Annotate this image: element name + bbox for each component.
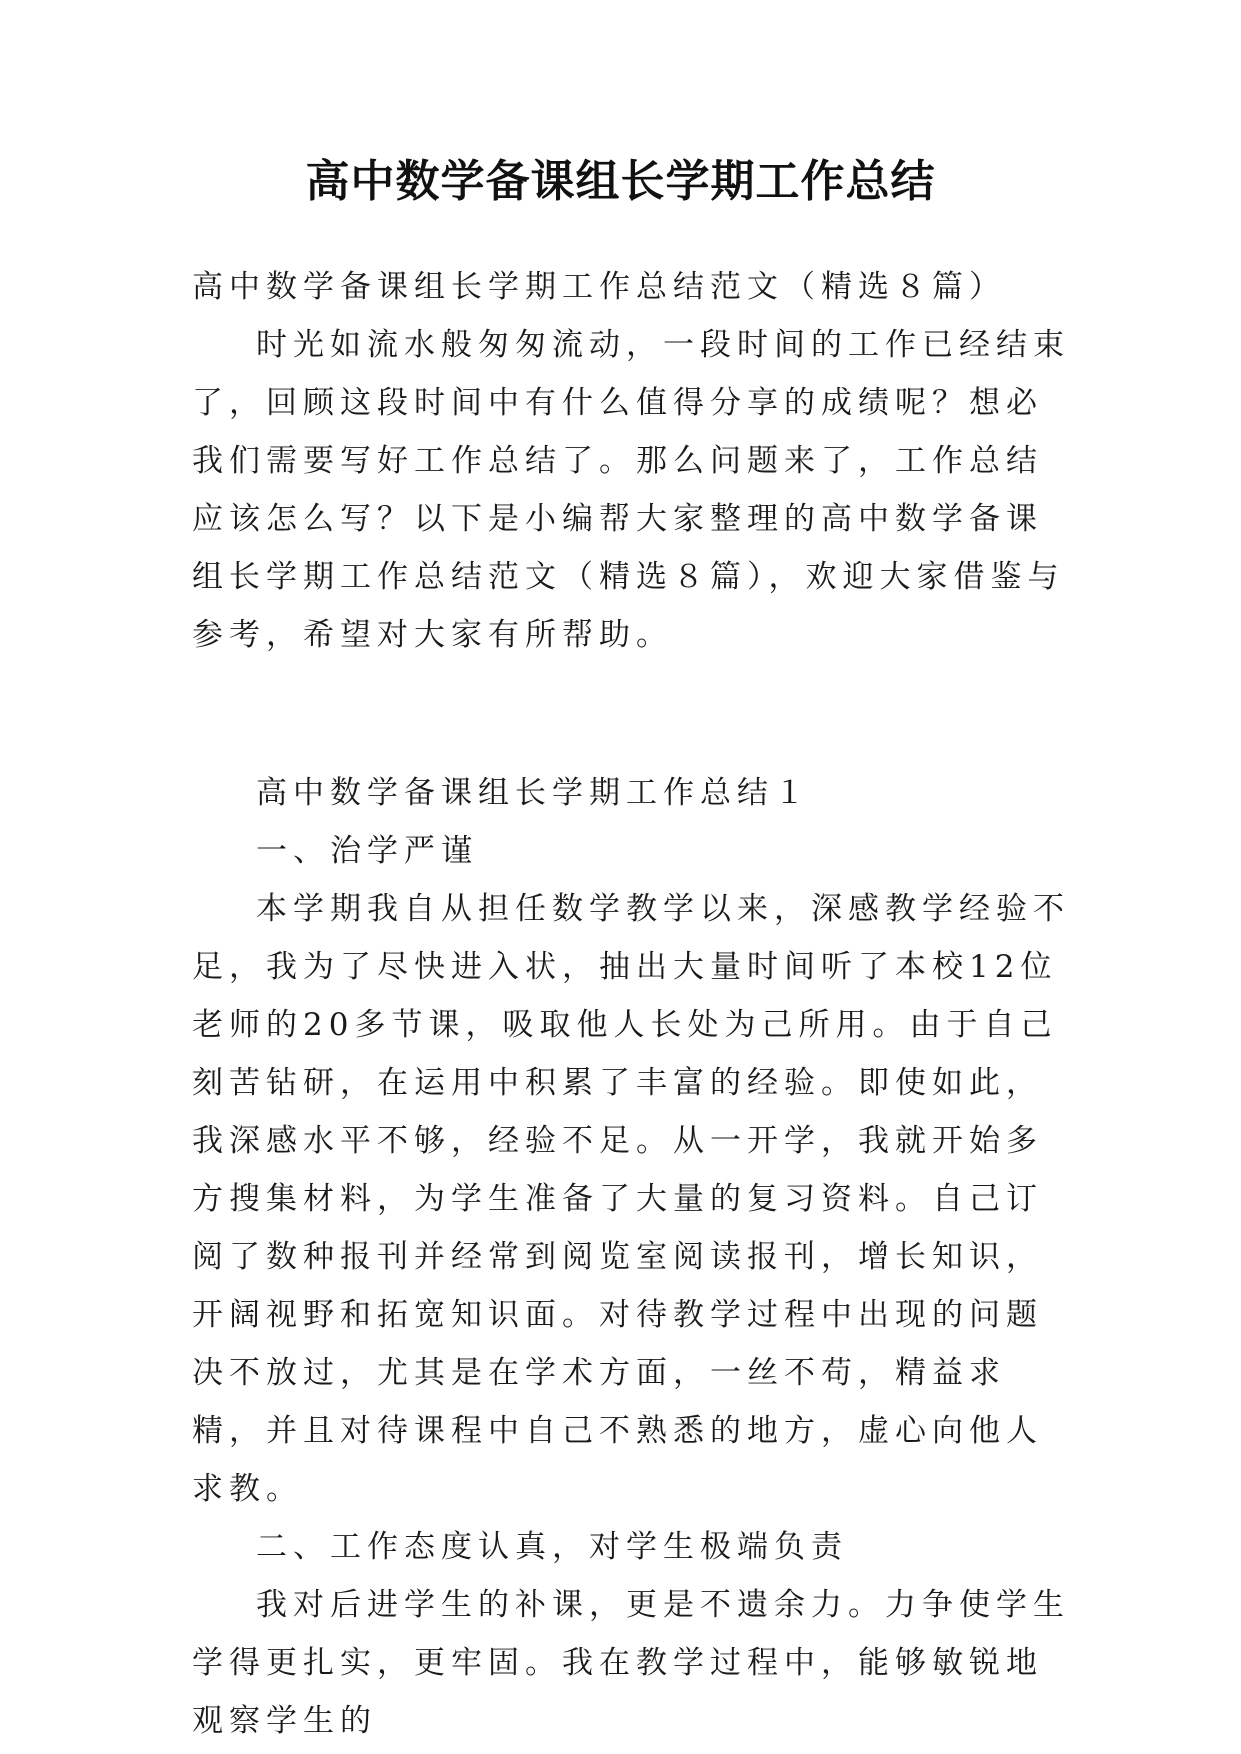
point-heading: 一、治学严谨 — [256, 833, 478, 869]
document-subtitle: 高中数学备课组长学期工作总结范文（精选８篇） — [192, 269, 1006, 305]
document-body — [192, 258, 1072, 1750]
section-spacer — [192, 664, 1072, 764]
section-heading: 高中数学备课组长学期工作总结１ — [256, 775, 811, 811]
intro-paragraph: 时光如流水般匆匆流动，一段时间的工作已经结束了，回顾这段时间中有什么值得分享的成绩呢？想必我们需要写好工作总结了。那么问题来了，工作总结应该怎么写？以下是小编帮大家整理的高中数学备课组长学期工作总结范文（精选８篇），欢迎大家借鉴与参考，希望对大家有所帮助。 — [192, 327, 1070, 653]
point-heading: 二、工作态度认真，对学生极端负责 — [256, 1529, 848, 1565]
body-paragraph: 我对后进学生的补课，更是不遗余力。力争使学生学得更扎实，更牢固。我在教学过程中，能够敏锐地观察学生的 — [192, 1587, 1070, 1739]
document-title: 高中数学备课组长学期工作总结 — [305, 156, 936, 207]
body-paragraph: 本学期我自从担任数学教学以来，深感教学经验不足，我为了尽快进入状，抽出大量时间听了本校12位老师的20多节课，吸取他人长处为己所用。由于自己刻苦钻研，在运用中积累了丰富的经验。即使如此，我深感水平不够，经验不足。从一开学，我就开始多方搜集材料，为学生准备了大量的复习资料。自己订阅了数种报刊并经常到阅览室阅读报刊，增长知识，开阔视野和拓宽知识面。对待教学过程中出现的问题决不放过，尤其是在学术方面，一丝不苟，精益求精，并且对待课程中自己不熟悉的地方，虚心向他人求教。 — [192, 891, 1070, 1507]
